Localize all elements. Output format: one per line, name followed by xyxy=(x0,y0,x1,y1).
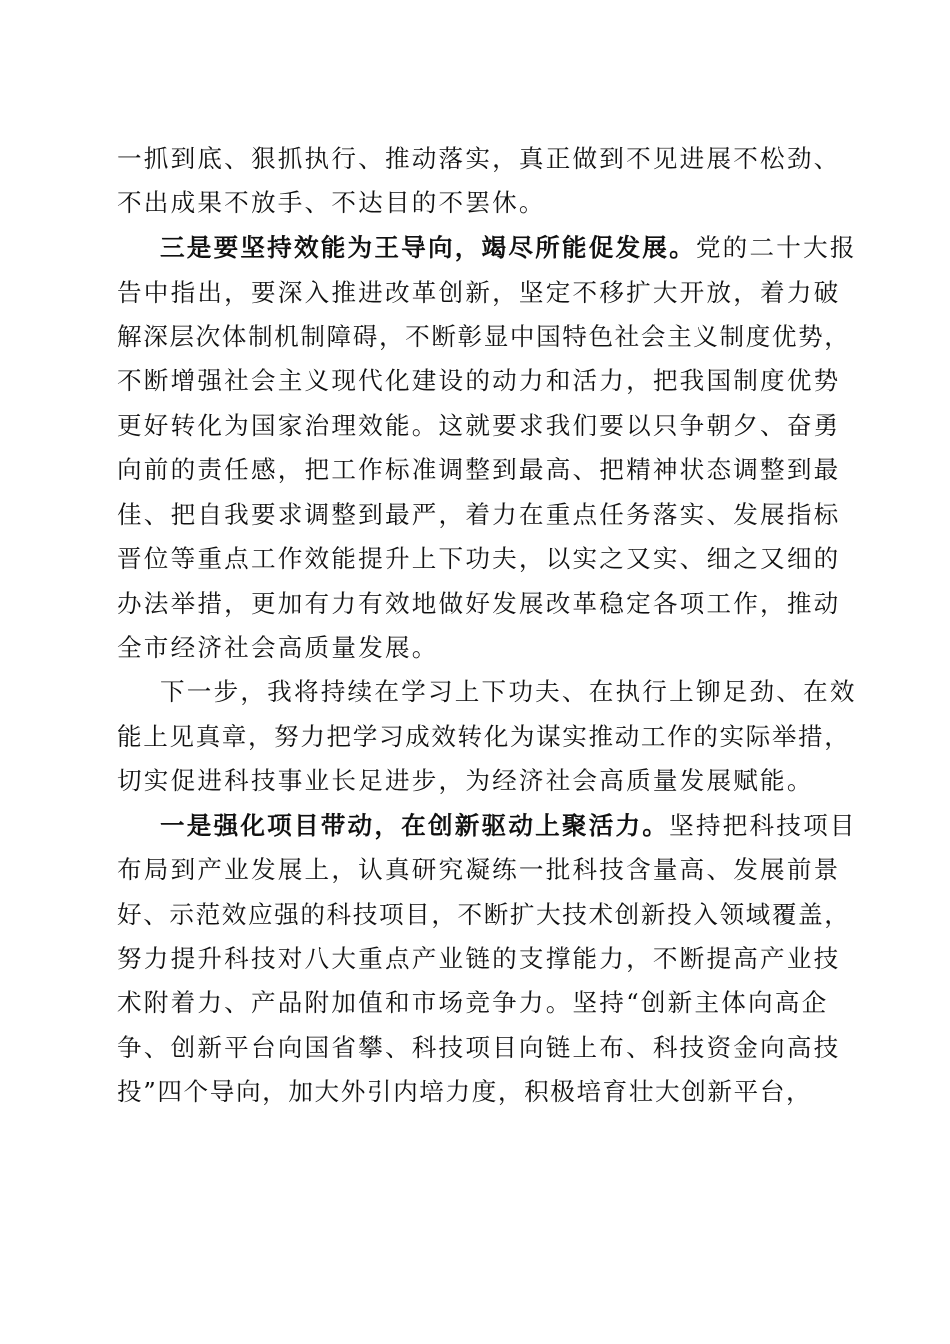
paragraph-line: 争、创新平台向国省攀、科技项目向链上布、科技资金向高技 xyxy=(117,1033,841,1062)
paragraph-line: 佳、把自我要求调整到最严，着力在重点任务落实、发展指标 xyxy=(117,500,841,529)
paragraph-text: 坚持把科技项目 xyxy=(669,811,857,840)
paragraph-line: 解深层次体制机制障碍，不断彰显中国特色社会主义制度优势， xyxy=(117,322,851,351)
paragraph-line: 切实促进科技事业长足进步，为经济社会高质量发展赋能。 xyxy=(117,766,814,795)
paragraph-line: 好、示范效应强的科技项目，不断扩大技术创新投入领域覆盖， xyxy=(117,900,851,929)
paragraph-line: 术附着力、产品附加值和市场竞争力。坚持“创新主体向高企 xyxy=(117,988,829,1017)
paragraph-line: 不断增强社会主义现代化建设的动力和活力，把我国制度优势 xyxy=(117,366,841,395)
paragraph-line: 能上见真章，努力把学习成效转化为谋实推动工作的实际举措， xyxy=(117,722,851,751)
paragraph-line: 投”四个导向，加大外引内培力度，积极培育壮大创新平台， xyxy=(117,1077,813,1106)
section-heading-third: 三是要坚持效能为王导向，竭尽所能促发展。 xyxy=(160,233,696,262)
paragraph-line: 努力提升科技对八大重点产业链的支撑能力，不断提高产业技 xyxy=(117,944,841,973)
paragraph-heading-line xyxy=(160,226,857,270)
paragraph-line: 更好转化为国家治理效能。这就要求我们要以只争朝夕、奋勇 xyxy=(117,411,841,440)
paragraph-line: 不出成果不放手、不达目的不罢休。 xyxy=(117,188,546,217)
paragraph-line: 办法举措，更加有力有效地做好发展改革稳定各项工作，推动 xyxy=(117,589,841,618)
paragraph-line: 下一步，我将持续在学习上下功夫、在执行上铆足劲、在效 xyxy=(160,677,857,706)
paragraph-line: 晋位等重点工作效能提升上下功夫，以实之又实、细之又细的 xyxy=(117,544,841,573)
paragraph-line: 向前的责任感，把工作标准调整到最高、把精神状态调整到最 xyxy=(117,455,841,484)
paragraph-line: 一抓到底、狠抓执行、推动落实，真正做到不见进展不松劲、 xyxy=(117,144,841,173)
section-heading-first: 一是强化项目带动，在创新驱动上聚活力。 xyxy=(160,811,670,840)
paragraph-line: 告中指出，要深入推进改革创新，坚定不移扩大开放，着力破 xyxy=(117,278,841,307)
paragraph-line: 全市经济社会高质量发展。 xyxy=(117,633,439,662)
paragraph-heading-line xyxy=(160,804,857,848)
paragraph-text: 党的二十大报 xyxy=(695,233,857,262)
paragraph-line: 布局到产业发展上，认真研究凝练一批科技含量高、发展前景 xyxy=(117,855,841,884)
